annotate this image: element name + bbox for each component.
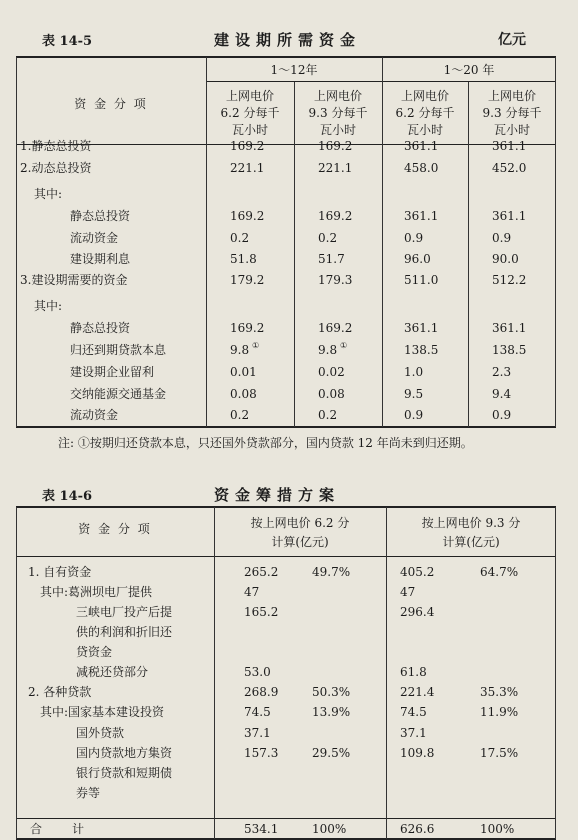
table2-cell: 61.8 (400, 665, 427, 679)
table1-cell: 51.8 (230, 252, 257, 266)
table1-cell: 0.9 (404, 408, 424, 422)
table1-cell: 1.0 (404, 365, 424, 379)
table1-bottom-rule (16, 426, 556, 428)
table1-cell: 511.0 (404, 273, 439, 287)
table1-row-label: 2.动态总投资 (20, 161, 92, 175)
table2-row-label: 贷资金 (76, 645, 113, 659)
table1-cell: 138.5 (404, 343, 439, 357)
table1-col-head-3: 上网电价 6.2 分每千 瓦小时 (395, 89, 455, 137)
table1-cell: 169.2 (230, 321, 265, 335)
table2-cell: 265.2 (244, 565, 279, 579)
table2-top-rule (16, 506, 556, 508)
table1-period-rule (206, 81, 556, 82)
table1-cell: 0.02 (318, 365, 345, 379)
table2-title: 资金筹措方案 (214, 486, 341, 504)
table2-cell: 47 (244, 585, 260, 599)
table2-col-head-b: 按上网电价 9.3 分 计算(亿元) (421, 516, 521, 549)
table1-cell: 0.08 (230, 387, 257, 401)
table2-row-label: 其中:国家基本建设投资 (40, 705, 165, 719)
table2-total-bp: 100% (480, 822, 515, 836)
table2-cell: 37.1 (400, 726, 427, 740)
table2-total-ap: 100% (312, 822, 347, 836)
table1-cell: 361.1 (492, 321, 527, 335)
table1-cell: 169.2 (230, 209, 265, 223)
table1-unit: 亿元 (498, 32, 526, 48)
table2-col-divider-2 (386, 507, 387, 839)
table2-row-header: 资 金 分 项 (78, 522, 152, 536)
table2-cell: 165.2 (244, 605, 279, 619)
table1-top-rule (16, 56, 556, 58)
table2-cell: 37.1 (244, 726, 271, 740)
table1-cell: 169.2 (318, 321, 353, 335)
table1-cell: 9.4 (492, 387, 512, 401)
footnote-mark: ① (340, 341, 348, 350)
table2-cell: 74.5 (244, 705, 271, 719)
table2-cell: 296.4 (400, 605, 435, 619)
table2-label: 表 14-6 (42, 489, 93, 504)
table2-cell: 405.2 (400, 565, 435, 579)
table1-label: 表 14-5 (42, 34, 93, 49)
table2-total-rule (16, 818, 556, 819)
table2-row-label: 1. 自有资金 (28, 565, 92, 579)
table1-cell: 512.2 (492, 273, 527, 287)
table1-cell: 0.2 (318, 231, 338, 245)
table2-left-border (16, 507, 17, 839)
table1-cell: 169.2 (318, 209, 353, 223)
table1-title: 建设期所需资金 (214, 31, 362, 49)
table1-cell: 0.2 (230, 408, 250, 422)
table2-total-label: 合 计 (30, 822, 87, 836)
table2-row-label: 2. 各种贷款 (28, 685, 92, 699)
table2-cell: 221.4 (400, 685, 435, 699)
table2-row-label: 国外贷款 (76, 726, 125, 740)
table2-cell: 109.8 (400, 746, 435, 760)
table2-row-label: 银行贷款和短期债 (76, 766, 173, 780)
table1-cell: 9.5 (404, 387, 424, 401)
table1-cell: 179.2 (230, 273, 265, 287)
table1-row-label: 3.建设期需要的资金 (20, 273, 128, 287)
table2-row-label: 三峡电厂投产后提 (76, 605, 173, 619)
table1-cell: 138.5 (492, 343, 527, 357)
table2-header-rule (16, 556, 556, 557)
table1-row-label: 其中: (34, 187, 63, 201)
table2-cell: 13.9% (312, 705, 351, 719)
table1-row-label: 建设期利息 (70, 252, 131, 266)
table2-row-label: 其中:葛洲坝电厂提供 (40, 585, 153, 599)
table2-cell: 157.3 (244, 746, 279, 760)
table2-cell: 53.0 (244, 665, 271, 679)
table2-cell: 268.9 (244, 685, 279, 699)
table2-right-border (555, 507, 556, 839)
table1-period-a: 1～12年 (270, 63, 318, 77)
table1-note: 注: ①按期归还贷款本息，只还国外贷款部分，国内贷款 12 年尚未到归还期。 (58, 436, 473, 450)
table1-cell: 0.9 (492, 231, 512, 245)
table1-cell: 361.1 (404, 321, 439, 335)
table1-cell: 221.1 (230, 161, 265, 175)
table2-total-b: 626.6 (400, 822, 435, 836)
table1-col-head-4: 上网电价 9.3 分每千 瓦小时 (482, 89, 542, 137)
table1-cell: 51.7 (318, 252, 345, 266)
table1-cell: 169.2 (318, 139, 353, 153)
table1-cell: 0.01 (230, 365, 257, 379)
table1-row-label: 1.静态总投资 (20, 139, 92, 153)
table2-total-a: 534.1 (244, 822, 279, 836)
table1-cell: 458.0 (404, 161, 439, 175)
table2-cell: 47 (400, 585, 416, 599)
table1-row-label: 建设期企业留利 (70, 365, 155, 379)
table1-cell: 361.1 (492, 209, 527, 223)
table1-cell: 96.0 (404, 252, 431, 266)
table2-cell: 17.5% (480, 746, 519, 760)
table2-cell: 11.9% (480, 705, 519, 719)
table2-cell: 64.7% (480, 565, 519, 579)
table2-row-label: 国内贷款地方集资 (76, 746, 173, 760)
table1-cell: 452.0 (492, 161, 527, 175)
table1-row-label: 静态总投资 (70, 321, 131, 335)
footnote-mark: ① (252, 341, 260, 350)
table1-cell: 0.9 (492, 408, 512, 422)
table1-cell: 0.08 (318, 387, 345, 401)
table1-cell: 179.3 (318, 273, 353, 287)
table1-cell: 2.3 (492, 365, 512, 379)
table1-cell: 221.1 (318, 161, 353, 175)
table1-row-label: 流动资金 (70, 408, 119, 422)
table1-cell: 169.2 (230, 139, 265, 153)
table2-col-divider-1 (214, 507, 215, 839)
table1-cell: 9.8 (230, 343, 250, 357)
table1-cell: 0.9 (404, 231, 424, 245)
table1-cell: 0.2 (230, 231, 250, 245)
table1-row-label: 交纳能源交通基金 (70, 387, 167, 401)
table2-cell: 35.3% (480, 685, 519, 699)
table2-row-label: 减税还贷部分 (76, 665, 149, 679)
table1-row-label: 静态总投资 (70, 209, 131, 223)
table1-header-rule (16, 144, 556, 145)
table1-cell: 0.2 (318, 408, 338, 422)
table1-period-b: 1～20 年 (443, 63, 495, 77)
table2-cell: 74.5 (400, 705, 427, 719)
table1-row-header: 资 金 分 项 (74, 97, 148, 111)
table1-col-head-1: 上网电价 6.2 分每千 瓦小时 (220, 89, 280, 137)
table1-cell: 361.1 (404, 209, 439, 223)
table1-row-label: 其中: (34, 299, 63, 313)
table1-row-label: 归还到期贷款本息 (70, 343, 167, 357)
table2-cell: 29.5% (312, 746, 351, 760)
table1-cell: 90.0 (492, 252, 519, 266)
table1-col-head-2: 上网电价 9.3 分每千 瓦小时 (308, 89, 368, 137)
table2-cell: 50.3% (312, 685, 351, 699)
table1-row-label: 流动资金 (70, 231, 119, 245)
table1-cell: 361.1 (404, 139, 439, 153)
table1-cell: 9.8 (318, 343, 338, 357)
table2-cell: 49.7% (312, 565, 351, 579)
table1-cell: 361.1 (492, 139, 527, 153)
table2-row-label: 券等 (76, 786, 101, 800)
table2-col-head-a: 按上网电价 6.2 分 计算(亿元) (250, 516, 350, 549)
table2-row-label: 供的利润和折旧还 (76, 625, 173, 639)
